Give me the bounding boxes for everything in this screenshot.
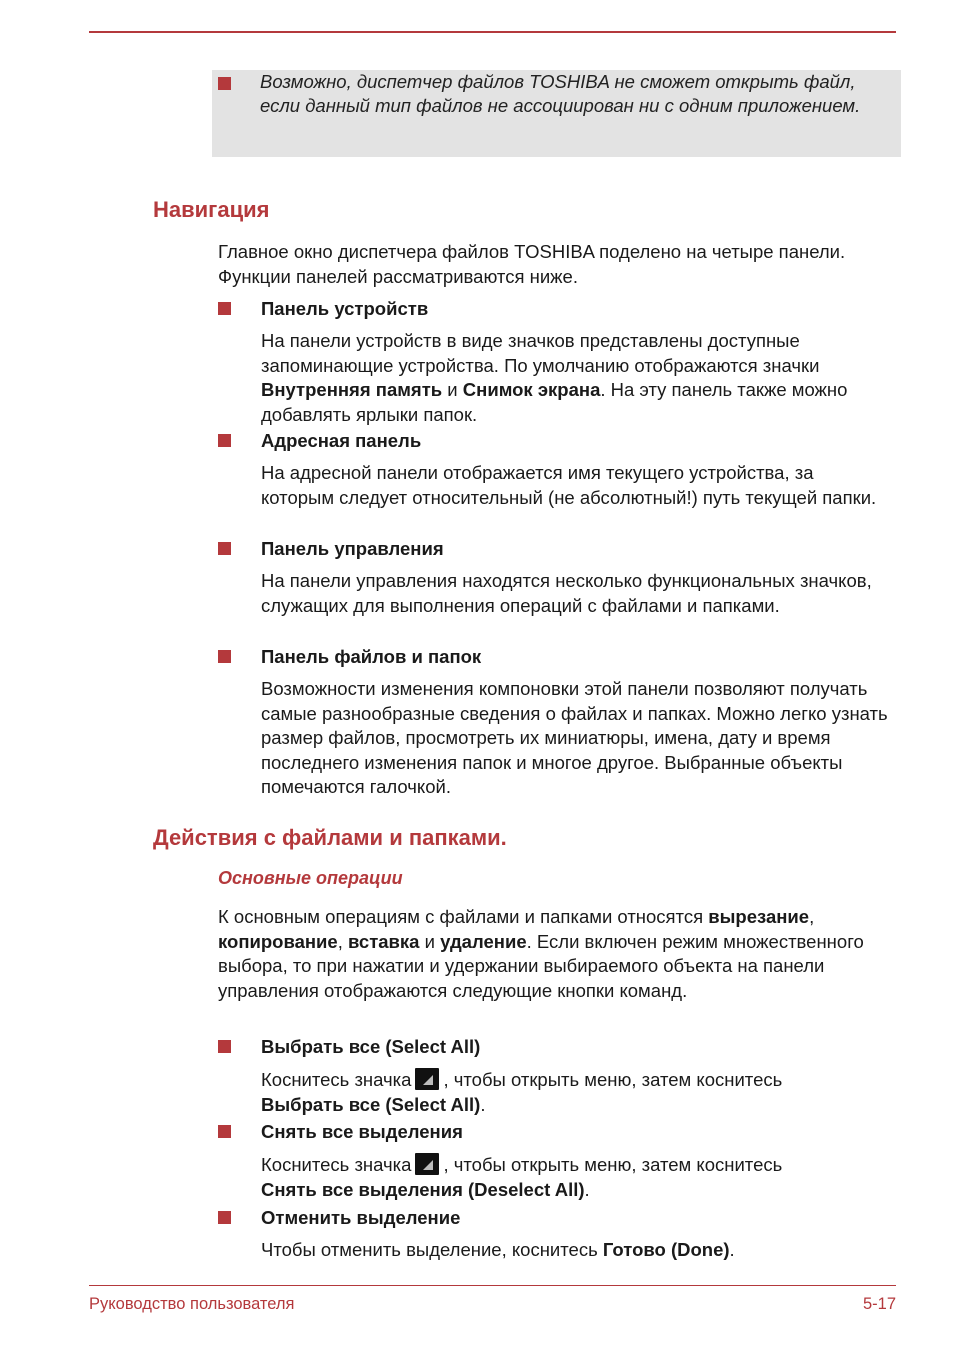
square-bullet-icon: [218, 434, 231, 447]
square-bullet-icon: [218, 1211, 231, 1224]
list-item-body: Чтобы отменить выделение, коснитесь Готово (Done).: [261, 1239, 735, 1260]
square-bullet-icon: [218, 1125, 231, 1138]
list-item-body: Коснитесь значка , чтобы открыть меню, затем коснитесь Выбрать все (Select All).: [261, 1069, 783, 1115]
list-item-body: Возможности изменения компоновки этой панели позволяют получать самые разнообразные сведения о файлах и папках. Можно легко узнать размер файлов, просмотреть их миниатюры, имена, дату и время последнего изменения папок и многое другое. Выбранные объекты помечаются галочкой.: [261, 678, 888, 797]
menu-corner-icon: [415, 1068, 439, 1090]
section-heading-actions: Действия с файлами и папками.: [153, 825, 507, 850]
header-rule: [89, 31, 896, 33]
list-item-body: Коснитесь значка , чтобы открыть меню, затем коснитесь Снять все выделения (Deselect All).: [261, 1154, 783, 1200]
square-bullet-icon: [218, 77, 231, 90]
list-item-body: На адресной панели отображается имя текущего устройства, за которым следует относительный (не абсолютный!) путь текущей папки.: [261, 462, 877, 508]
list-item-body: На панели управления находятся несколько функциональных значков, служащих для выполнения операций с файлами и папками.: [261, 570, 872, 616]
page-number: 5-17: [862, 1295, 896, 1313]
square-bullet-icon: [218, 542, 231, 555]
subsection-heading: Основные операции: [218, 868, 403, 888]
section-heading-navigation: Навигация: [153, 197, 270, 222]
square-bullet-icon: [218, 1040, 231, 1053]
actions-intro: К основным операциям с файлами и папками относятся вырезание, копирование, вставка и удаление. Если включен режим множественного выбора, то при нажатии и удержании выбираемого объекта на панели управления отображаются следующие кнопки команд.: [218, 906, 864, 1001]
square-bullet-icon: [218, 302, 231, 315]
note-box: [212, 70, 901, 157]
navigation-intro: Главное окно диспетчера файлов TOSHIBA поделено на четыре панели. Функции панелей рассматриваются ниже.: [218, 241, 846, 287]
note-text: Возможно, диспетчер файлов TOSHIBA не сможет открыть файл, если данный тип файлов не ассоциирован ни с одним приложением.: [260, 71, 861, 116]
square-bullet-icon: [218, 650, 231, 663]
list-item-body: На панели устройств в виде значков представлены доступные запоминающие устройства. По умолчанию отображаются значки Внутренняя память и Снимок экрана. На эту панель также можно добавлять ярлыки папок.: [261, 330, 848, 425]
footer-title: Руководство пользователя: [89, 1295, 295, 1313]
footer-rule: [89, 1285, 896, 1286]
menu-corner-icon: [415, 1153, 439, 1175]
